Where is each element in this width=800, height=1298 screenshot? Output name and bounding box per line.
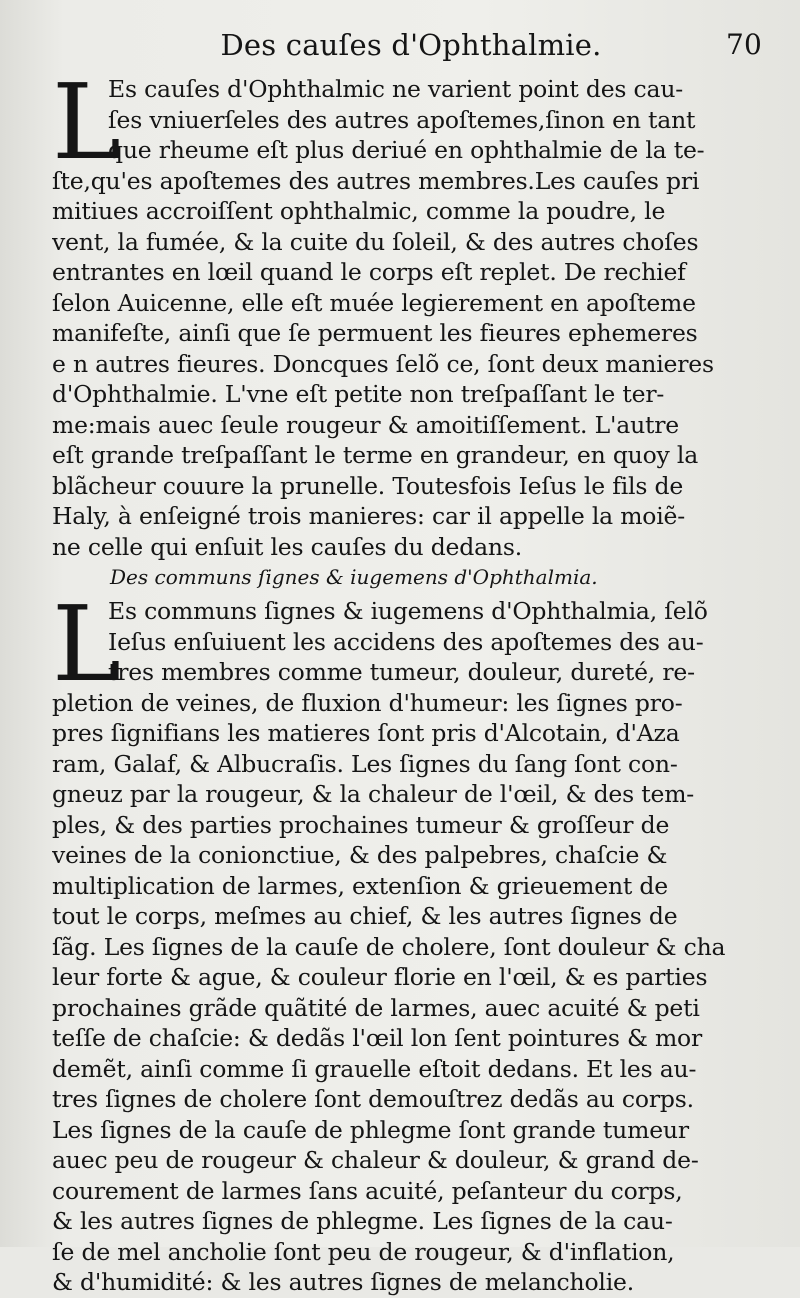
text-line: me:mais auec ſeule rougeur & amoitiſſement. L'autre (52, 410, 679, 439)
text-line: pres ſignifians les matieres ſont pris d'Alcotain, d'Aza (52, 719, 680, 747)
page-number: 70 (725, 28, 762, 61)
text-line: blãcheur couure la prunelle. Toutesfois Ieſus le fils de (52, 471, 684, 500)
text-line: d'Ophthalmie. L'vne eſt petite non treſpaſſant le ter- (52, 380, 665, 408)
text-line: leur forte & ague, & couleur florie en l'œil, & es parties (52, 963, 708, 991)
running-title: Des cauſes d'Ophthalmie. (220, 28, 602, 62)
drop-cap: L (52, 583, 122, 705)
text-line: manifeſte, ainſi que ſe permuent les fieures ephemeres (52, 319, 698, 347)
text-line: mitiues accroiſſent ophthalmic, comme la poudre, le (52, 197, 666, 225)
text-line: ples, & des parties prochaines tumeur & groſſeur de (52, 810, 670, 839)
text-line: multiplication de larmes, extenſion & grieuement de (52, 871, 668, 900)
text-line: & d'humidité: & les autres ſignes de melancholie. (52, 1268, 635, 1296)
text-line: vent, la fumée, & la cuite du ſoleil, & des autres choſes (52, 227, 699, 256)
text-line: entrantes en lœil quand le corps eſt replet. De rechief (52, 258, 686, 286)
text-line: Les ſignes de la cauſe de phlegme ſont grande tumeur (52, 1115, 689, 1144)
text-line: que rheume eſt plus deriué en ophthalmie de la te- (108, 136, 705, 164)
section-heading: Des communs ſignes & iugemens d'Ophthalmia. (110, 565, 598, 589)
text-line: eſt grande treſpaſſant le terme en grandeur, en quoy la (52, 441, 699, 469)
text-line: ſe de mel ancholie ſont peu de rougeur, & d'inflation, (52, 1237, 675, 1266)
text-line: teſſe de chaſcie: & dedãs l'œil lon ſent pointures & mor (52, 1024, 703, 1052)
text-line: ſes vniuerſeles des autres apoſtemes,ſinon en tant (108, 105, 696, 134)
text-line: ram, Galaf, & Albucraſis. Les ſignes du ſang ſont con- (52, 749, 678, 778)
text-line: Haly, à enſeigné trois manieres: car il appelle la moiẽ- (52, 502, 686, 530)
text-line: & les autres ſignes de phlegme. Les ſignes de la cau- (52, 1207, 673, 1235)
drop-cap: L (52, 61, 122, 183)
section-signs (52, 583, 770, 1298)
text-line: prochaines grãde quãtité de larmes, auec acuité & peti (52, 993, 700, 1022)
text-line: auec peu de rougeur & chaleur & douleur, & grand de- (52, 1146, 699, 1174)
text-line: Ieſus enſuiuent les accidens des apoſtemes des au- (108, 627, 704, 656)
text-line: Es cauſes d'Ophthalmic ne varient point des cau- (108, 75, 683, 103)
text-line: ne celle qui enſuit les cauſes du dedans. (52, 532, 522, 561)
text-line: gneuz par la rougeur, & la chaleur de l'œil, & des tem- (52, 780, 695, 808)
text-line: pletion de veines, de fluxion d'humeur: les ſignes pro- (52, 688, 683, 717)
text-line: tres membres comme tumeur, douleur, dureté, re- (108, 658, 695, 686)
text-line: tres ſignes de cholere ſont demouſtrez dedãs au corps. (52, 1085, 694, 1113)
text-line: courement de larmes ſans acuité, peſanteur du corps, (52, 1176, 683, 1205)
text-line: ſãg. Les ſignes de la cauſe de cholere, ſont douleur & cha (52, 932, 726, 961)
running-head (52, 28, 770, 70)
text-line: tout le corps, meſmes au chief, & les autres ſignes de (52, 902, 678, 930)
text-line: ſte,qu'es apoſtemes des autres membres.Les cauſes pri (52, 166, 700, 195)
text-line: ſelon Auicenne, elle eſt muée legierement en apoſteme (52, 288, 696, 317)
section-causes (52, 61, 770, 562)
text-line: e n autres fieures. Doncques ſelõ ce, ſont deux manieres (52, 349, 714, 378)
text-line: demẽt, ainſi comme ſi grauelle eſtoit dedans. Et les au- (52, 1054, 697, 1083)
text-line: veines de la conionctiue, & des palpebres, chaſcie & (52, 841, 668, 869)
text-line: Es communs ſignes & iugemens d'Ophthalmia, ſelõ (108, 597, 708, 625)
